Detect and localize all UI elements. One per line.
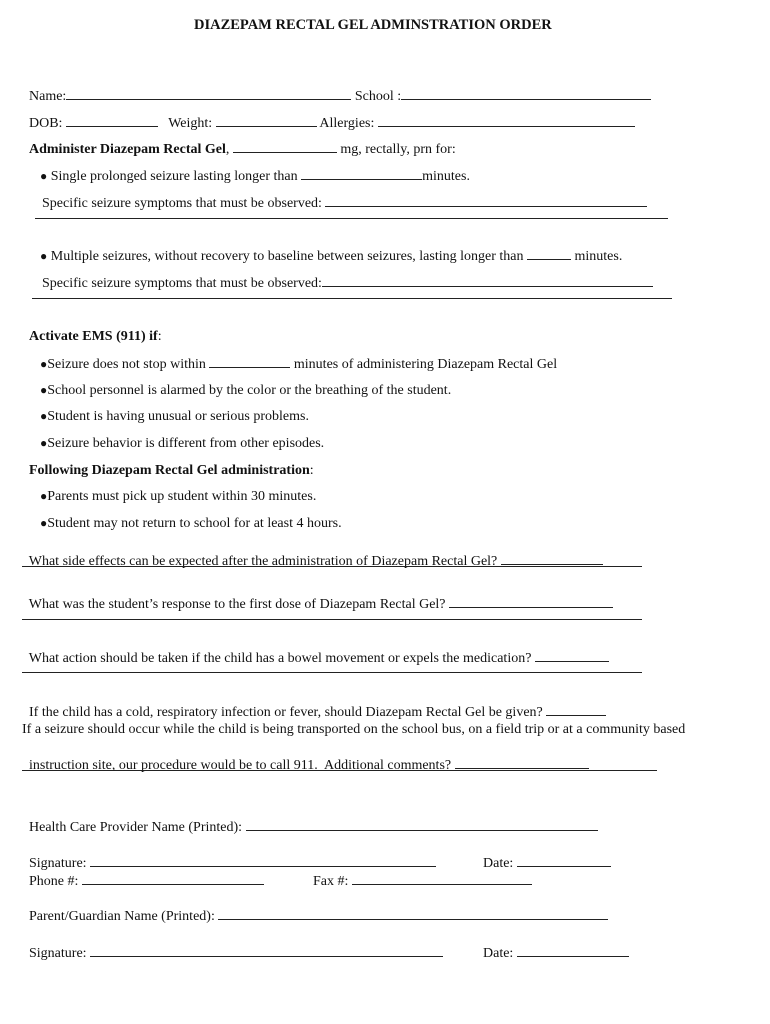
administer-heading: Administer Diazepam Rectal Gel: [29, 142, 226, 157]
guardian-date-label: Date:: [483, 946, 514, 961]
question-1-field[interactable]: [501, 552, 603, 565]
question-2: What was the student’s response to the first dose of Diazepam Rectal Gel?: [28, 597, 446, 612]
ems-item-3-text: Student is having unusual or serious problems.: [47, 409, 309, 424]
bullet-icon: ●: [40, 409, 48, 423]
bullet-icon: ●: [40, 436, 48, 450]
symptoms-row-1: [35, 177, 647, 212]
page-title: DIAZEPAM RECTAL GEL ADMINSTRATION ORDER: [194, 17, 552, 33]
symptoms-label-1: Specific seizure symptoms that must be observed:: [42, 196, 322, 211]
bullet-icon: ●: [40, 383, 48, 397]
provider-name-row: [22, 801, 598, 836]
additional-comments-field[interactable]: [455, 756, 589, 769]
provider-fax-label: Fax #:: [313, 874, 349, 889]
provider-phone-field[interactable]: [82, 872, 264, 885]
question-3-field[interactable]: [535, 649, 609, 662]
following-item-2-text: Student may not return to school for at least 4 hours.: [47, 516, 342, 531]
guardian-date-field[interactable]: [517, 944, 629, 957]
additional-comments-line[interactable]: [22, 770, 657, 771]
allergies-label: Allergies:: [319, 116, 375, 131]
bullet-icon: ●: [40, 249, 48, 263]
dob-label: DOB:: [29, 116, 63, 131]
dose-unit-text: mg, rectally, prn for:: [336, 142, 456, 157]
question-3-line[interactable]: [22, 672, 642, 673]
following-heading: Following Diazepam Rectal Gel administration: [29, 463, 310, 478]
symptoms-row-2: [35, 257, 653, 292]
provider-signature-label: Signature:: [29, 856, 87, 871]
following-colon: :: [309, 463, 314, 478]
provider-phone-row: [22, 855, 264, 890]
guardian-signature-label: Signature:: [29, 946, 87, 961]
guardian-name-row: [22, 890, 608, 925]
ems-heading: Activate EMS (911) if: [29, 329, 158, 344]
provider-fax-row: [306, 855, 532, 890]
question-4-row: [22, 686, 606, 721]
question-3-row: [22, 632, 609, 667]
name-label: Name:: [29, 89, 67, 104]
multiple-minutes-suffix: minutes.: [571, 249, 623, 264]
symptoms-line-1b[interactable]: [35, 218, 668, 219]
ems-item-1-suffix: minutes of administering Diazepam Rectal Gel: [290, 357, 558, 372]
question-5-line-2: instruction site, our procedure would be to call 911. Additional comments?: [29, 758, 452, 773]
provider-fax-field[interactable]: [352, 872, 532, 885]
question-4-field[interactable]: [546, 703, 606, 716]
symptoms-field-2[interactable]: [322, 274, 653, 287]
question-1-row: [22, 535, 603, 570]
ems-colon: :: [157, 329, 162, 344]
question-2-row: [22, 578, 613, 613]
bullet-icon: ●: [40, 489, 48, 503]
question-3: What action should be taken if the child has a bowel movement or expels the medication?: [28, 651, 532, 666]
provider-date-label: Date:: [483, 856, 514, 871]
guardian-signature-row: [22, 927, 443, 962]
question-1-line[interactable]: [22, 566, 642, 567]
question-2-field[interactable]: [449, 595, 613, 608]
guardian-name-label: Parent/Guardian Name (Printed):: [29, 909, 215, 924]
question-4: If the child has a cold, respiratory infection or fever, should Diazepam Rectal Gel be given?: [29, 705, 543, 720]
following-item-1-text: Parents must pick up student within 30 minutes.: [47, 489, 317, 504]
ems-item-2-text: School personnel is alarmed by the color or the breathing of the student.: [47, 383, 452, 398]
guardian-signature-field[interactable]: [90, 944, 443, 957]
provider-phone-label: Phone #:: [29, 874, 79, 889]
question-5-row: [22, 739, 589, 774]
administer-comma: ,: [225, 142, 230, 157]
weight-label: Weight:: [168, 116, 213, 131]
bullet-icon: ●: [40, 357, 48, 371]
bullet-icon: ●: [40, 516, 48, 530]
school-label: School :: [354, 89, 402, 104]
question-2-line[interactable]: [22, 619, 642, 620]
prolonged-minutes-suffix: minutes.: [422, 169, 470, 184]
provider-name-label: Health Care Provider Name (Printed):: [29, 820, 243, 835]
multiple-seizures-text: Multiple seizures, without recovery to baseline between seizures, lasting longer than: [50, 249, 524, 264]
symptoms-label-2: Specific seizure symptoms that must be observed:: [42, 276, 322, 291]
question-1: What side effects can be expected after the administration of Diazepam Rectal Gel?: [28, 554, 498, 569]
guardian-date-row: [476, 927, 629, 962]
prolonged-seizure-text: Single prolonged seizure lasting longer than: [50, 169, 298, 184]
ems-item-1-text: Seizure does not stop within: [47, 357, 206, 372]
question-5-line-1: If a seizure should occur while the child is being transported on the school bus, on a field trip or at a community based: [22, 722, 686, 737]
guardian-name-field[interactable]: [218, 907, 608, 920]
provider-name-field[interactable]: [246, 818, 598, 831]
following-item-2: [33, 498, 342, 532]
symptoms-field-1[interactable]: [325, 194, 647, 207]
bullet-icon: ●: [40, 169, 48, 183]
ems-item-4-text: Seizure behavior is different from other episodes.: [47, 436, 325, 451]
symptoms-line-2b[interactable]: [32, 298, 672, 299]
